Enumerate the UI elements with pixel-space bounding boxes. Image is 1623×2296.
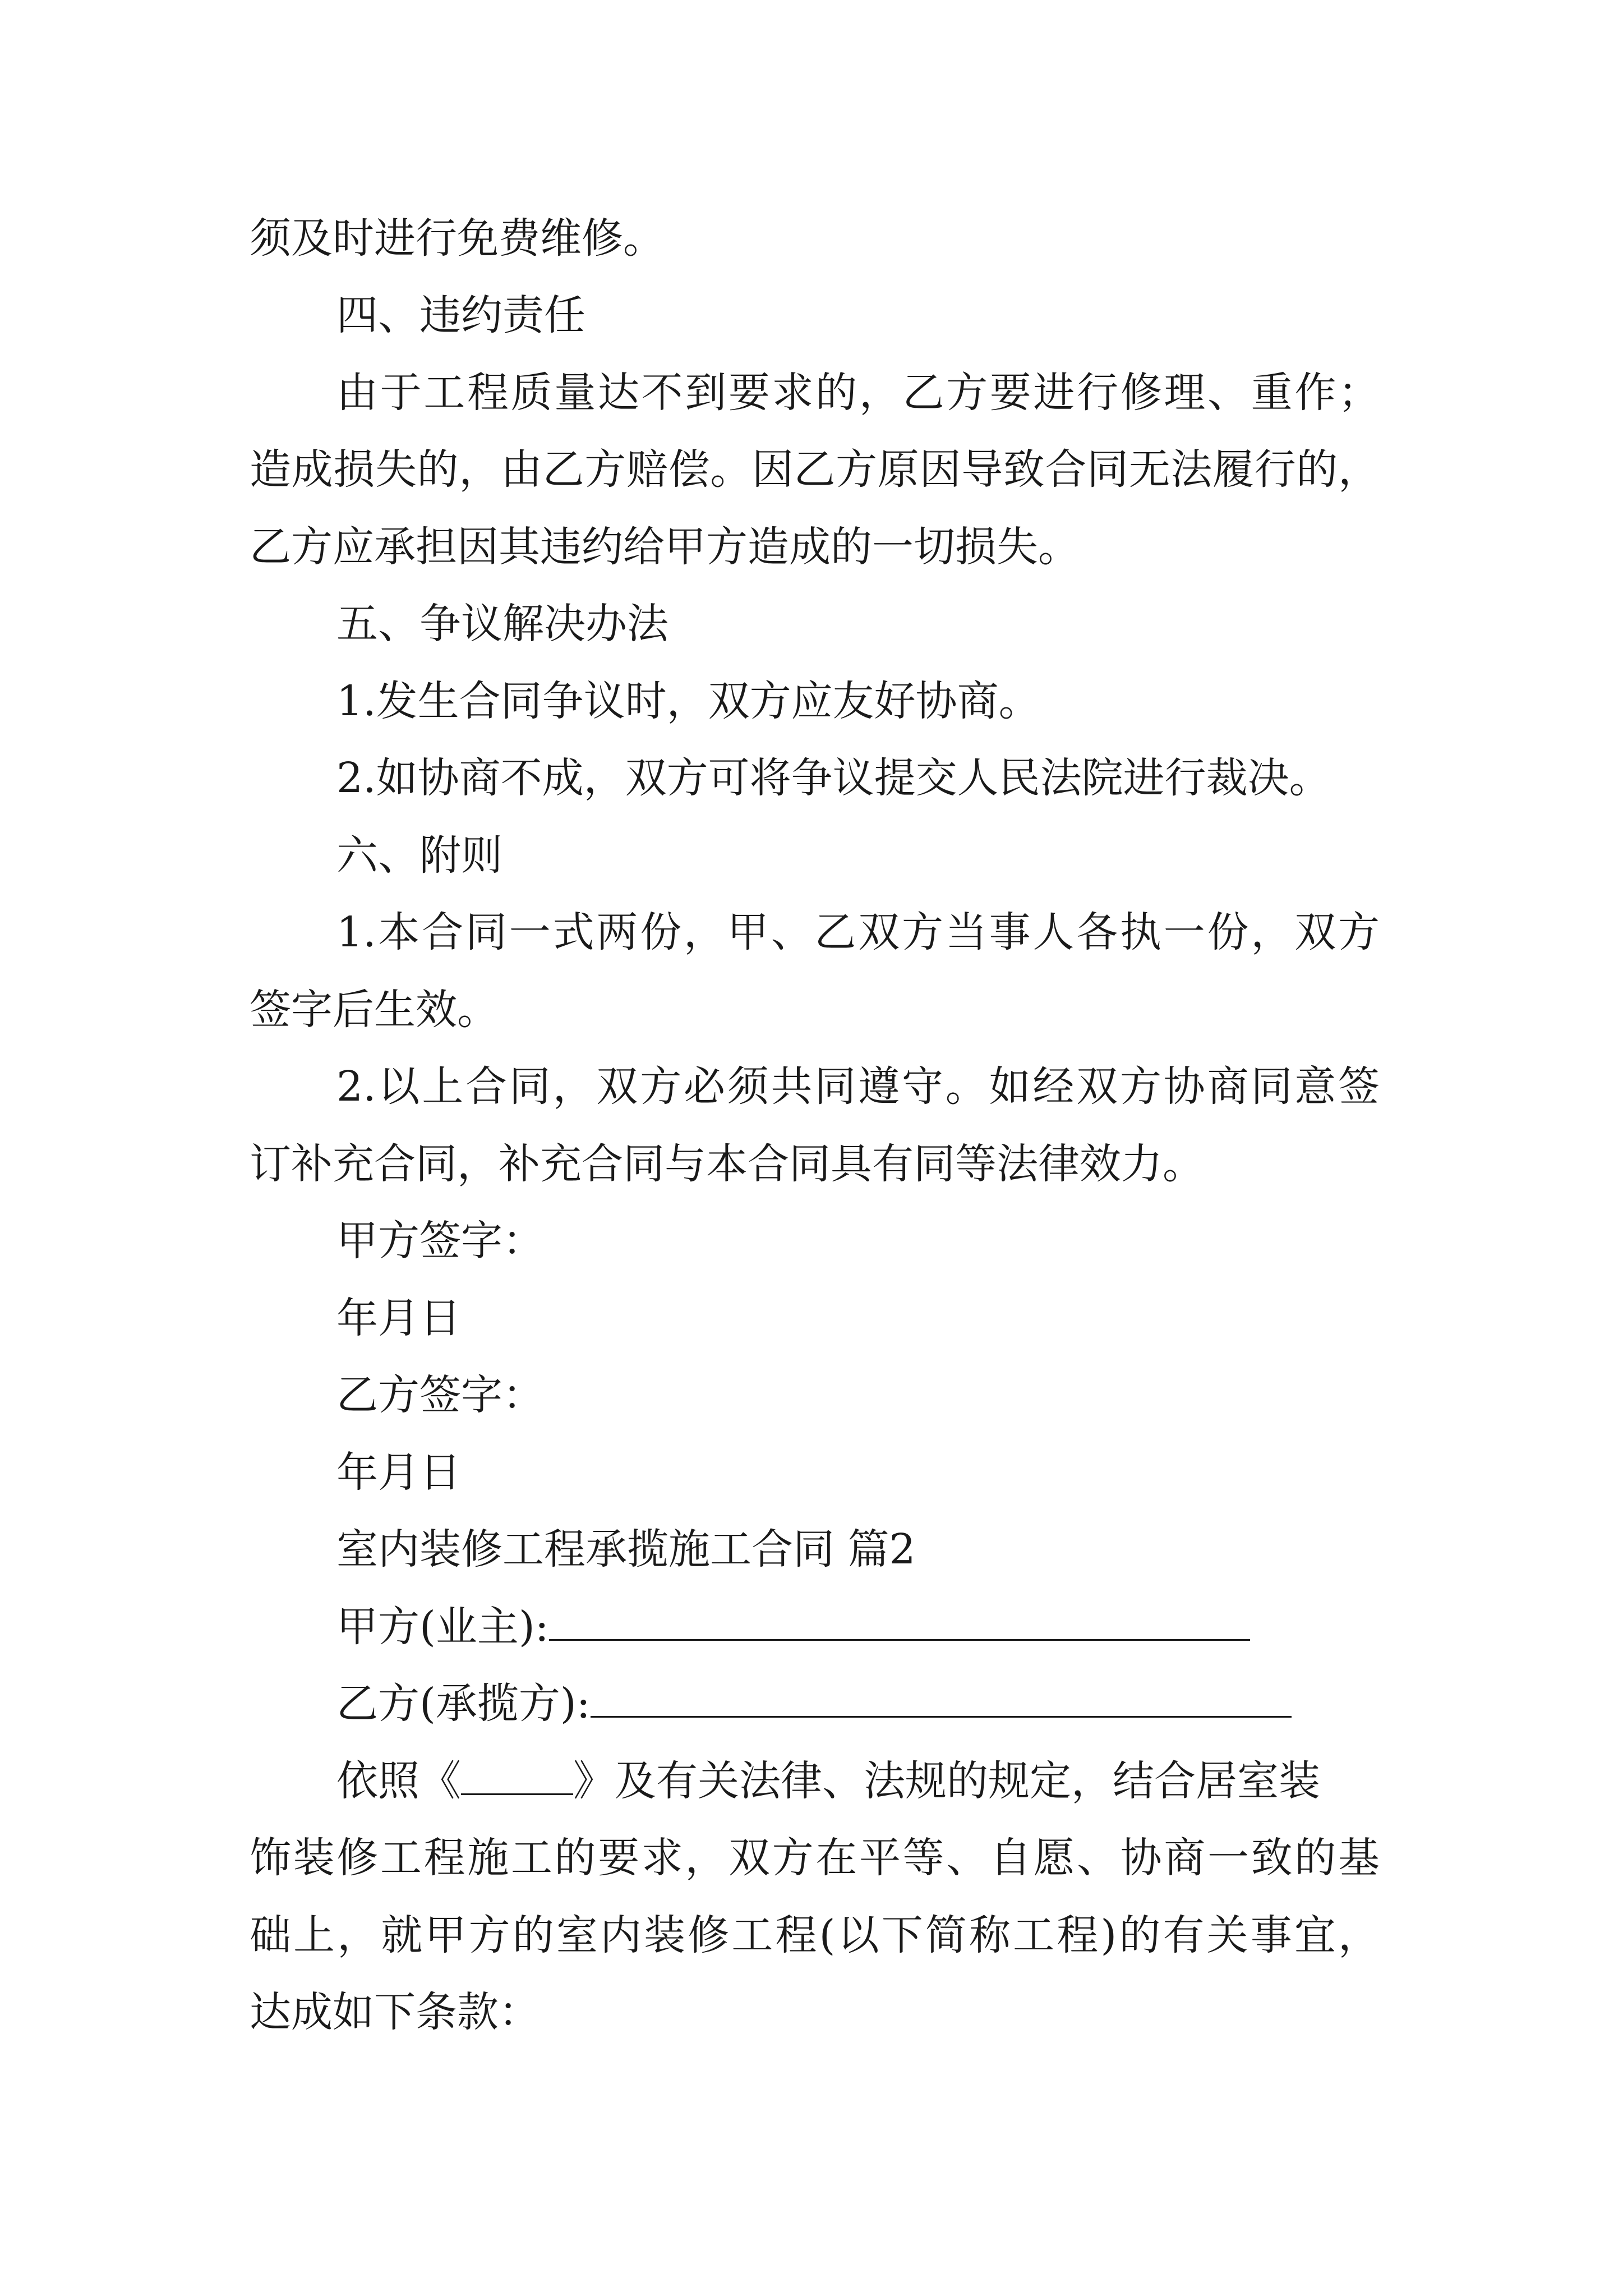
text-line: 1.本合同一式两份，甲、乙双方当事人各执一份，双方: [336, 908, 1380, 956]
party-a-blank: [549, 1600, 1250, 1641]
text-line: 须及时进行免费维修。: [250, 214, 665, 263]
party-b-blank: [591, 1677, 1292, 1718]
text-line: 签字后生效。: [250, 986, 499, 1034]
signature-label: 乙方签字：: [336, 1371, 544, 1419]
party-b-label: 乙方(承揽方):: [336, 1680, 591, 1728]
party-a-line: [336, 1599, 1250, 1655]
party-a-label: 甲方(业主):: [336, 1603, 549, 1651]
text-line: 1.发生合同争议时，双方应友好协商。: [336, 677, 1040, 725]
text-line: 饰装修工程施工的要求，双方在平等、自愿、协商一致的基: [250, 1834, 1380, 1882]
party-b-line: [336, 1676, 1292, 1732]
text-line: 达成如下条款：: [250, 1988, 540, 2036]
section-heading: 六、附则: [336, 831, 502, 880]
text-line: 2.如协商不成，双方可将争议提交人民法院进行裁决。: [336, 754, 1331, 802]
date-label: 年月日: [336, 1294, 461, 1342]
text-line: 由于工程质量达不到要求的，乙方要进行修理、重作；: [336, 369, 1380, 417]
text-line: 造成损失的，由乙方赔偿。因乙方原因导致合同无法履行的，: [250, 445, 1380, 494]
text-line: 乙方应承担因其违约给甲方造成的一切损失。: [250, 523, 1080, 571]
law-name-blank: [461, 1754, 573, 1795]
text-line: 依照《 》及有关法律、法规的规定，结合居室装: [336, 1753, 1380, 1809]
text-line: 2.以上合同，双方必须共同遵守。如经双方协商同意签: [336, 1062, 1380, 1111]
signature-label: 甲方签字：: [336, 1217, 544, 1265]
section-title: 室内装修工程承揽施工合同 篇2: [336, 1525, 916, 1573]
section-heading: 五、争议解决办法: [336, 600, 668, 648]
text-line: 础上，就甲方的室内装修工程(以下简称工程)的有关事宜，: [250, 1911, 1380, 1959]
date-label: 年月日: [336, 1448, 461, 1497]
text-line: 订补充合同，补充合同与本合同具有同等法律效力。: [250, 1140, 1204, 1188]
section-heading: 四、违约责任: [336, 291, 585, 339]
